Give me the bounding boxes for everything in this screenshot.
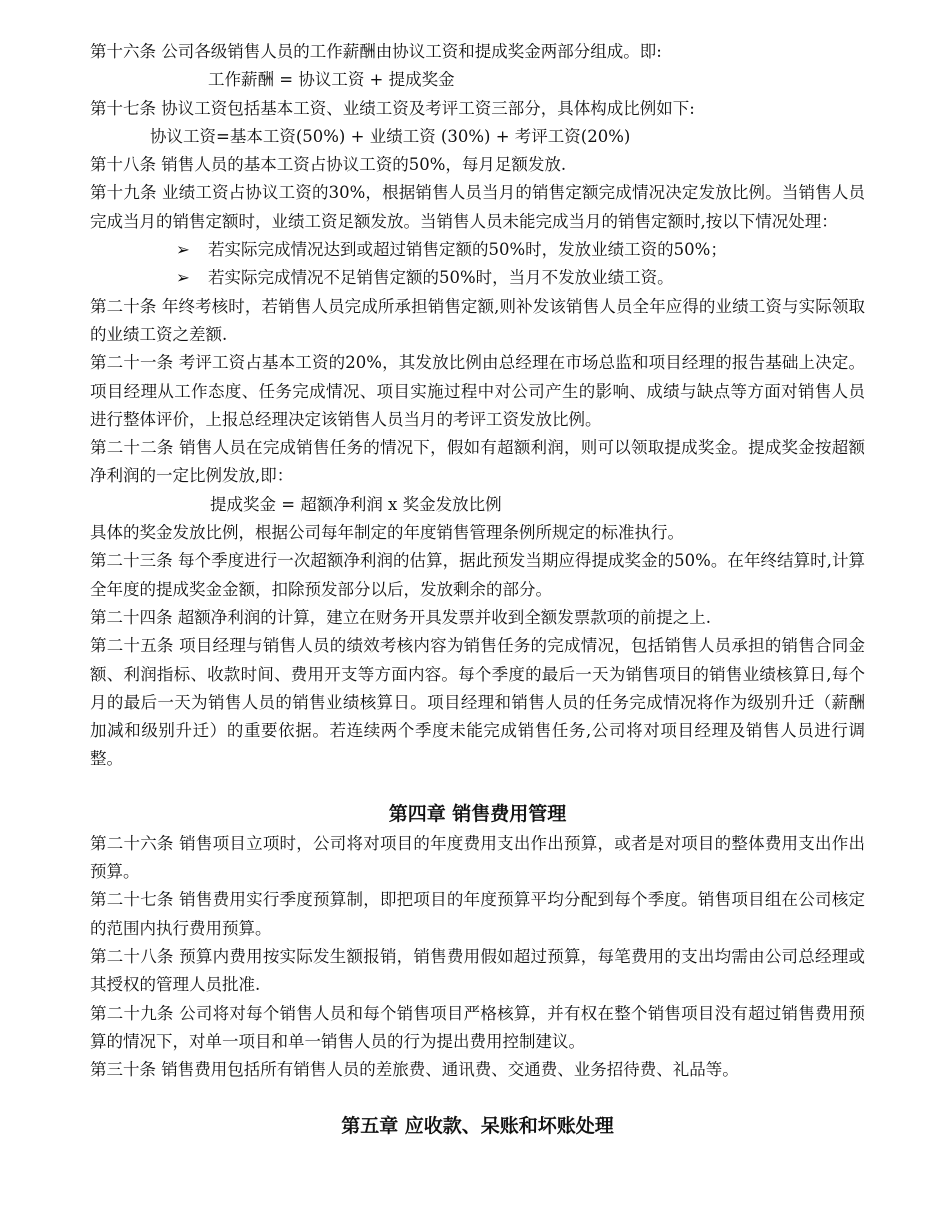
article-16: 第十六条 公司各级销售人员的工作薪酬由协议工资和提成奖金两部分组成。即: (90, 42, 662, 61)
bullet-text-2: 若实际完成情况不足销售定额的50%时，当月不发放业绩工资。 (208, 268, 674, 288)
document-page (90, 38, 865, 1156)
formula-agreement-wage: 协议工资=基本工资(50%) + 业绩工资 (30%) + 考评工资(20%) (150, 126, 631, 146)
chapter-5-heading: 第五章 应收款、呆账和坏账处理 (341, 1115, 614, 1138)
article-18: 第十八条 销售人员的基本工资占协议工资的50%，每月足额发放. (90, 155, 567, 175)
article-19: 第十九条 业绩工资占协议工资的30%，根据销售人员当月的销售定额完成情况决定发放比例。当销售人员完成当月的销售定额时，业绩工资足额发放。当销售人员未能完成当月的销售定额时,按以下情况处理： (90, 183, 865, 231)
formula-salary: 工作薪酬 = 协议工资 + 提成奖金 (208, 70, 455, 90)
article-22-note: 具体的奖金发放比例，根据公司每年制定的年度销售管理条例所规定的标准执行。 (90, 523, 684, 543)
article-25: 第二十五条 项目经理与销售人员的绩效考核内容为销售任务的完成情况，包括销售人员承担的销售合同金额、利润指标、收款时间、费用开支等方面内容。每个季度的最后一天为销售项目的销售业绩核算日,每个月的最后一天为销售人员的销售业绩核算日。项目经理和销售人员的任务完成情况将作为级别升迁（薪酬加减和级别升迁）的重要依据。若连续两个季度未能完成销售任务,公司将对项目经理及销售人员进行调整。 (90, 636, 865, 769)
bullet-item-2 (90, 264, 865, 292)
article-26: 第二十六条 销售项目立项时，公司将对项目的年度费用支出作出预算，或者是对项目的整体费用支出作出预算。 (90, 833, 865, 882)
article-21: 第二十一条 考评工资占基本工资的20%，其发放比例由总经理在市场总监和项目经理的报告基础上决定。项目经理从工作态度、任务完成情况、项目实施过程中对公司产生的影响、成绩与缺点等方面对销售人员进行整体评价，上报总经理决定该销售人员当月的考评工资发放比例。 (90, 353, 865, 429)
article-17: 第十七条 协议工资包括基本工资、业绩工资及考评工资三部分，具体构成比例如下: (90, 98, 695, 118)
arrow-bullet-icon: ➢ (176, 268, 190, 288)
article-23: 第二十三条 每个季度进行一次超额净利润的估算，据此预发当期应得提成奖金的50%。在年终结算时,计算全年度的提成奖金金额，扣除预发部分以后，发放剩余的部分。 (90, 551, 865, 599)
article-24: 第二十四条 超额净利润的计算，建立在财务开具发票并收到全额发票款项的前提之上. (90, 607, 711, 627)
article-29: 第二十九条 公司将对每个销售人员和每个销售项目严格核算，并有权在整个销售项目没有超过销售费用预算的情况下，对单一项目和单一销售人员的行为提出费用控制建议。 (90, 1003, 865, 1051)
bullet-text-1: 若实际完成情况达到或超过销售定额的50%时，发放业绩工资的50%； (208, 240, 727, 260)
article-28: 第二十八条 预算内费用按实际发生额报销，销售费用假如超过预算，每笔费用的支出均需由公司总经理或其授权的管理人员批准. (90, 946, 865, 995)
article-30: 第三十条 销售费用包括所有销售人员的差旅费、通讯费、交通费、业务招待费、礼品等。 (90, 1060, 739, 1080)
arrow-bullet-icon: ➢ (176, 240, 190, 260)
chapter-4-heading: 第四章 销售费用管理 (388, 802, 567, 825)
bullet-item-1 (90, 236, 865, 264)
article-27: 第二十七条 销售费用实行季度预算制，即把项目的年度预算平均分配到每个季度。销售项目组在公司核定的范围内执行费用预算。 (90, 890, 865, 938)
article-22: 第二十二条 销售人员在完成销售任务的情况下，假如有超额利润，则可以领取提成奖金。提成奖金按超额净利润的一定比例发放,即： (90, 438, 865, 486)
formula-commission: 提成奖金 = 超额净利润 x 奖金发放比例 (210, 494, 502, 514)
article-20: 第二十条 年终考核时，若销售人员完成所承担销售定额,则补发该销售人员全年应得的业绩工资与实际领取的业绩工资之差额. (90, 296, 865, 344)
